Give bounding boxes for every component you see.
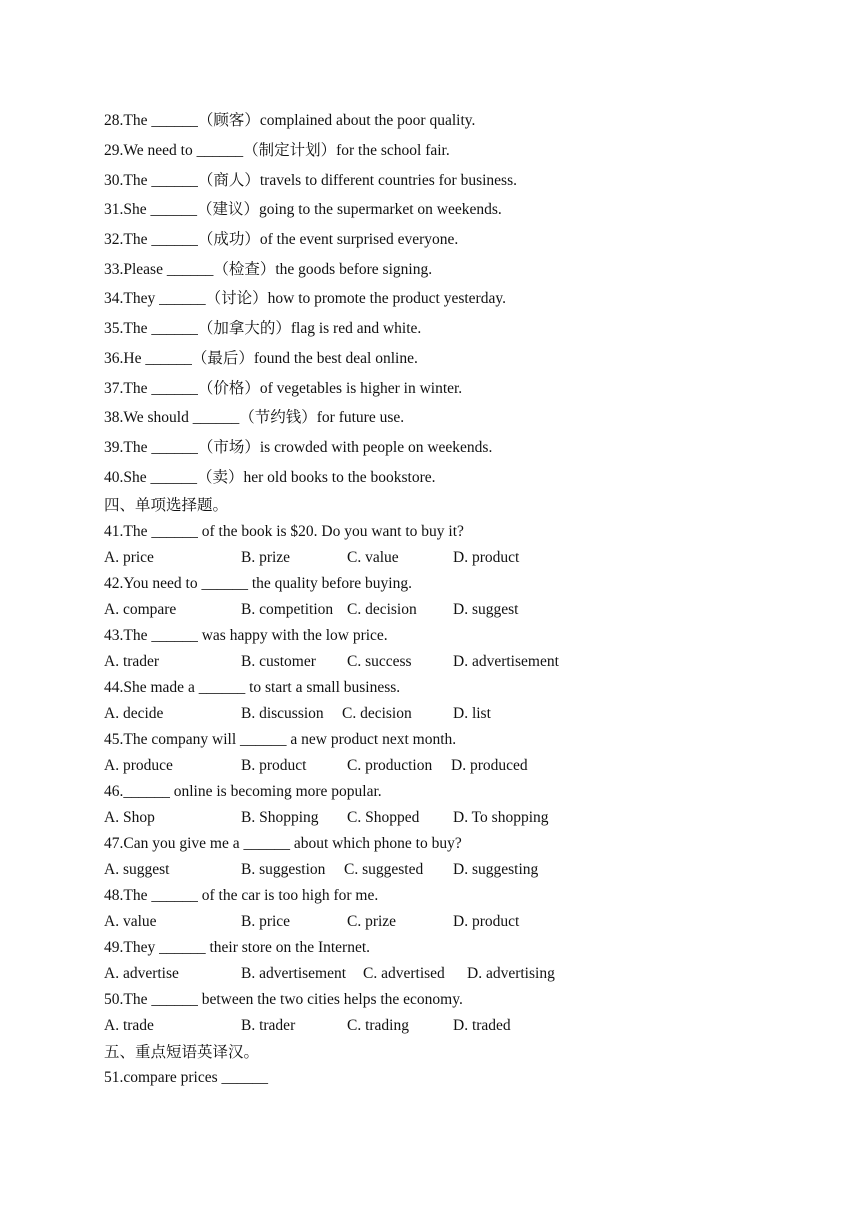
option-c: C. prize — [347, 913, 397, 930]
question-text: 42.You need to ______ the quality before buying. — [104, 575, 412, 592]
fill-item: 32.The ______（成功）of the event surprised everyone. — [104, 230, 459, 248]
section-heading: 四、单项选择题。 — [104, 496, 229, 514]
option-d: D. advertisement — [453, 653, 559, 670]
section-heading: 五、重点短语英译汉。 — [104, 1043, 260, 1061]
option-d: D. suggest — [453, 601, 519, 618]
option-b: B. prize — [241, 549, 291, 566]
question-text: 45.The company will ______ a new product next month. — [104, 731, 457, 748]
option-b: B. Shopping — [241, 809, 319, 826]
fill-item: 30.The ______（商人）travels to different countries for business. — [104, 171, 517, 189]
option-b: B. discussion — [241, 705, 324, 722]
fill-item: 37.The ______（价格）of vegetables is higher in winter. — [104, 379, 463, 397]
option-a: A. decide — [104, 705, 164, 722]
option-a: A. Shop — [104, 809, 155, 826]
fill-item: 40.She ______（卖）her old books to the bookstore. — [104, 468, 436, 486]
question-text: 49.They ______ their store on the Internet. — [104, 939, 371, 956]
option-a: A. advertise — [104, 965, 179, 982]
option-c: C. advertised — [363, 965, 445, 982]
fill-item: 34.They ______（讨论）how to promote the product yesterday. — [104, 289, 506, 307]
option-d: D. traded — [453, 1017, 511, 1034]
fill-item: 39.The ______（市场）is crowded with people on weekends. — [104, 438, 493, 456]
question-text: 43.The ______ was happy with the low price. — [104, 627, 388, 644]
option-a: A. compare — [104, 601, 177, 618]
option-d: D. To shopping — [453, 809, 549, 826]
option-c: C. decision — [347, 601, 417, 618]
fill-item: 31.She ______（建议）going to the supermarket on weekends. — [104, 200, 502, 218]
option-c: C. value — [347, 549, 399, 566]
option-b: B. product — [241, 757, 307, 774]
option-c: C. trading — [347, 1017, 409, 1034]
fill-item: 28.The ______（顾客）complained about the poor quality. — [104, 111, 476, 129]
option-a: A. price — [104, 549, 154, 566]
option-d: D. advertising — [467, 965, 555, 982]
option-b: B. customer — [241, 653, 316, 670]
option-a: A. value — [104, 913, 157, 930]
option-b: B. advertisement — [241, 965, 347, 982]
option-b: B. price — [241, 913, 291, 930]
question-text: 44.She made a ______ to start a small business. — [104, 679, 401, 696]
fill-item: 29.We need to ______（制定计划）for the school fair. — [104, 141, 450, 159]
question-text: 48.The ______ of the car is too high for me. — [104, 887, 379, 904]
fill-item: 33.Please ______（检查）the goods before signing. — [104, 260, 433, 278]
option-b: B. trader — [241, 1017, 296, 1034]
fill-item: 35.The ______（加拿大的）flag is red and white. — [104, 319, 422, 337]
option-d: D. produced — [451, 757, 528, 774]
option-d: D. product — [453, 549, 520, 566]
option-d: D. list — [453, 705, 491, 722]
option-c: C. decision — [342, 705, 412, 722]
option-d: D. product — [453, 913, 520, 930]
question-text: 46.______ online is becoming more popular. — [104, 783, 382, 800]
option-c: C. success — [347, 653, 412, 670]
option-c: C. suggested — [344, 861, 424, 878]
question-text: 41.The ______ of the book is $20. Do you want to buy it? — [104, 523, 464, 540]
option-a: A. trade — [104, 1017, 154, 1034]
option-a: A. trader — [104, 653, 160, 670]
option-a: A. produce — [104, 757, 173, 774]
fill-item: 38.We should ______（节约钱）for future use. — [104, 408, 405, 426]
fill-item: 36.He ______（最后）found the best deal online. — [104, 349, 418, 367]
phrase-item: 51.compare prices ______ — [104, 1069, 268, 1086]
option-c: C. Shopped — [347, 809, 420, 826]
option-b: B. competition — [241, 601, 334, 618]
option-a: A. suggest — [104, 861, 170, 878]
option-c: C. production — [347, 757, 433, 774]
option-d: D. suggesting — [453, 861, 539, 878]
question-text: 50.The ______ between the two cities helps the economy. — [104, 991, 463, 1008]
question-text: 47.Can you give me a ______ about which phone to buy? — [104, 835, 462, 852]
option-b: B. suggestion — [241, 861, 326, 878]
